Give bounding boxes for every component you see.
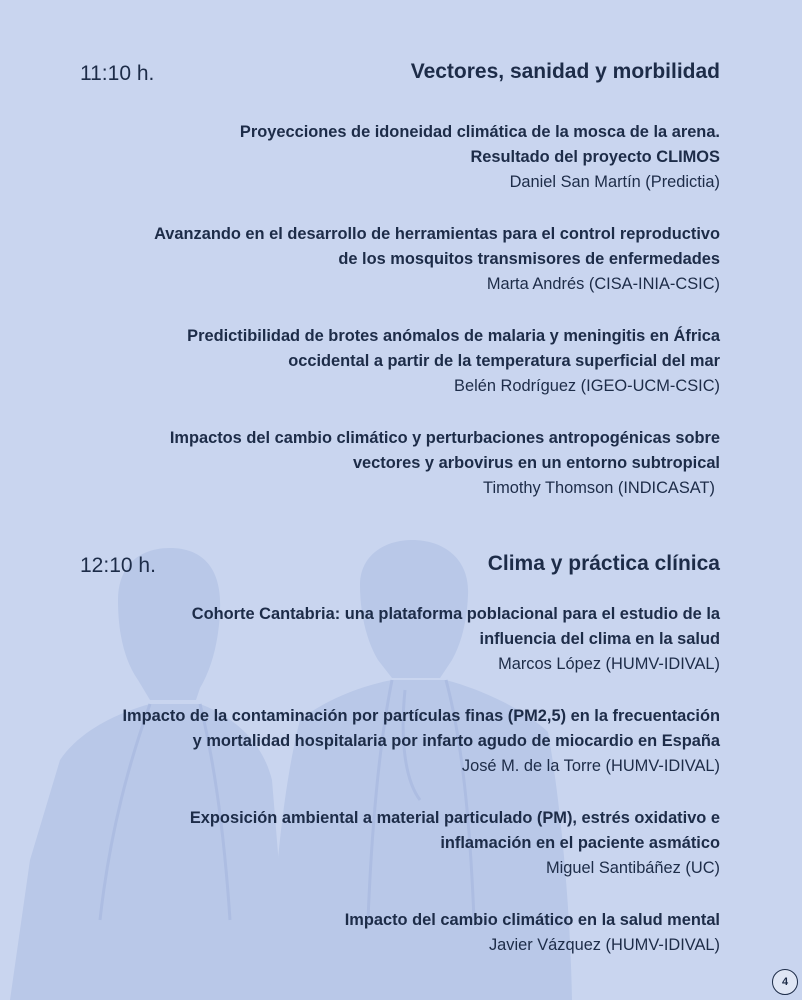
talk-item bbox=[80, 908, 720, 957]
talk-item bbox=[80, 120, 720, 194]
talk-title-line: Resultado del proyecto CLIMOS bbox=[470, 148, 720, 166]
talk-title-line: de los mosquitos transmisores de enfermedades bbox=[338, 250, 720, 268]
talk-title-line: Proyecciones de idoneidad climática de la mosca de la arena. bbox=[239, 123, 720, 141]
talk-title-line: Predictibilidad de brotes anómalos de malaria y meningitis en África bbox=[187, 327, 720, 345]
talk-speaker: Belén Rodríguez (IGEO-UCM-CSIC) bbox=[454, 377, 720, 395]
talk-speaker: Miguel Santibáñez (UC) bbox=[546, 859, 720, 877]
talk-title-line: Cohorte Cantabria: una plataforma poblacional para el estudio de la bbox=[191, 605, 720, 623]
talk-title bbox=[80, 222, 720, 272]
talk-item bbox=[80, 324, 720, 398]
talk-title-line: influencia del clima en la salud bbox=[479, 630, 720, 648]
talk-speaker: Timothy Thomson (INDICASAT) bbox=[483, 479, 715, 497]
talk-title bbox=[80, 908, 720, 933]
talk-speaker: Daniel San Martín (Predictia) bbox=[509, 173, 720, 191]
talk-speaker: Marcos López (HUMV-IDIVAL) bbox=[498, 655, 720, 673]
talk-title-line: Exposición ambiental a material particulado (PM), estrés oxidativo e bbox=[189, 809, 720, 827]
talk-title-line: vectores y arbovirus en un entorno subtropical bbox=[352, 454, 720, 472]
talk-title bbox=[80, 704, 720, 754]
session-title: Vectores, sanidad y morbilidad bbox=[410, 60, 720, 83]
talk-title bbox=[80, 120, 720, 170]
talk-title bbox=[80, 602, 720, 652]
talk-item bbox=[80, 602, 720, 676]
session-title: Clima y práctica clínica bbox=[487, 552, 720, 575]
talk-item bbox=[80, 426, 720, 500]
session-clima bbox=[80, 550, 720, 957]
talk-title-line: Impacto de la contaminación por partículas finas (PM2,5) en la frecuentación bbox=[122, 707, 720, 725]
talk-title-line: Avanzando en el desarrollo de herramientas para el control reproductivo bbox=[154, 225, 720, 243]
talk-title-line: Impacto del cambio climático en la salud mental bbox=[344, 911, 720, 929]
session-vectores bbox=[80, 58, 720, 500]
talk-speaker: Marta Andrés (CISA-INIA-CSIC) bbox=[486, 275, 720, 293]
page-number-badge: 4 bbox=[772, 969, 798, 995]
talk-speaker: José M. de la Torre (HUMV-IDIVAL) bbox=[461, 757, 720, 775]
talk-title-line: Impactos del cambio climático y perturbaciones antropogénicas sobre bbox=[169, 429, 720, 447]
talk-title bbox=[80, 426, 720, 476]
talk-title-line: occidental a partir de la temperatura superficial del mar bbox=[288, 352, 720, 370]
talk-item bbox=[80, 806, 720, 880]
talk-title-line: inflamación en el paciente asmático bbox=[440, 834, 720, 852]
talk-speaker: Javier Vázquez (HUMV-IDIVAL) bbox=[488, 936, 720, 954]
session-header bbox=[80, 58, 720, 94]
talk-title-line: y mortalidad hospitalaria por infarto agudo de miocardio en España bbox=[192, 732, 720, 750]
talk-item bbox=[80, 704, 720, 778]
session-time: 11:10 h. bbox=[80, 62, 155, 85]
program-content bbox=[80, 58, 720, 957]
session-time: 12:10 h. bbox=[80, 554, 156, 577]
session-header bbox=[80, 550, 720, 586]
talk-title bbox=[80, 324, 720, 374]
talk-title bbox=[80, 806, 720, 856]
talk-item bbox=[80, 222, 720, 296]
